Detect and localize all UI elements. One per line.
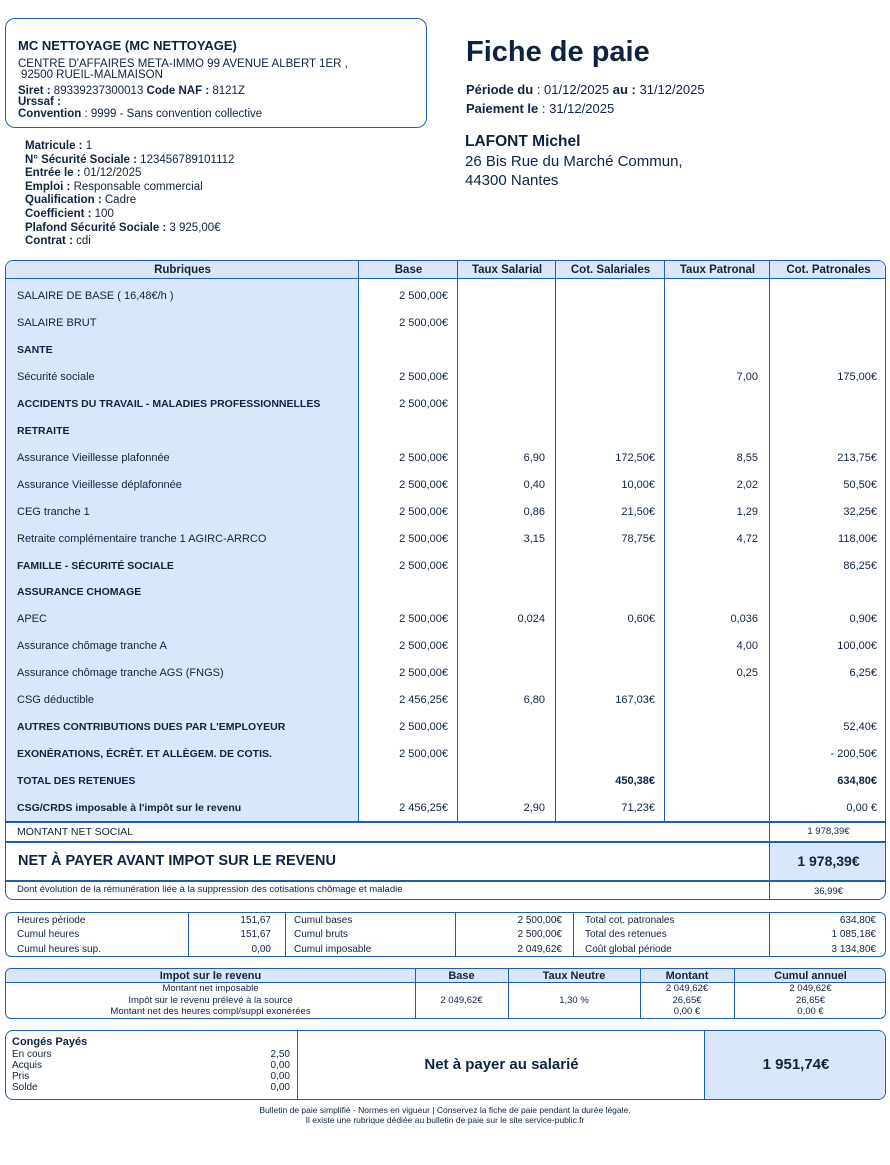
base-value	[359, 579, 448, 606]
impot-label: Montant net des heures compl/suppl exonérées	[110, 1006, 311, 1017]
convention-value: : 9999 - Sans convention collective	[84, 108, 263, 120]
period-to: 31/12/2025	[639, 82, 705, 97]
naf-value: 8121Z	[212, 85, 245, 97]
page-title: Fiche de paie	[466, 36, 650, 68]
cot-patronale-value	[770, 283, 877, 310]
employee-info-label: Contrat :	[25, 235, 73, 248]
conges-value: 2,50	[270, 1049, 290, 1060]
base-value: 2 500,00€	[399, 721, 448, 734]
taux-patronal-value	[665, 768, 758, 795]
table-row	[6, 526, 885, 553]
employer-name: MC NETTOYAGE (MC NETTOYAGE)	[18, 38, 237, 53]
rubrique-label: Assurance chômage tranche A	[17, 640, 167, 653]
table-row	[6, 660, 885, 687]
rubrique-label: Sécurité sociale	[17, 370, 95, 383]
employee-info-label: N° Sécurité Sociale :	[25, 153, 137, 166]
cot-patronale-value	[770, 579, 877, 606]
cot-patronale-value	[770, 310, 877, 337]
table-row	[6, 418, 885, 445]
table-row	[6, 391, 885, 418]
employee-info-line	[25, 208, 234, 222]
base-value: 2 500,00€	[399, 451, 448, 464]
net-salarie-box	[5, 1030, 886, 1100]
employee-info-label: Qualification :	[25, 194, 102, 207]
taux-salarial-value	[458, 283, 545, 310]
base-value: 2 500,00€	[399, 667, 448, 680]
net-salarie-label: Net à payer au salarié	[424, 1056, 579, 1073]
base-value: 2 456,25€	[399, 694, 448, 707]
employee-info	[25, 140, 234, 249]
impot-header-label: Impot sur le revenu	[159, 970, 262, 982]
cot-salariale-value	[556, 660, 655, 687]
base-value: 2 500,00€	[399, 290, 448, 302]
employee-info-value: Cadre	[101, 194, 137, 207]
rubrique-label: EXONÉRATIONS, ÉCRÊT. ET ALLÈGEM. DE COTIS.	[17, 748, 272, 761]
cot-salariale-value: 21,50€	[621, 505, 655, 518]
taux-patronal-value: 7,00	[736, 370, 758, 383]
conges-value: 0,00	[270, 1060, 290, 1071]
impot-row	[6, 983, 885, 995]
impot-taux: 1,30 %	[559, 994, 589, 1006]
taux-patronal-value: 2,02	[736, 478, 758, 491]
conges-label: Pris	[12, 1071, 30, 1082]
rubrique-label: CEG tranche 1	[17, 505, 90, 518]
taux-salarial-value: 6,80	[523, 694, 545, 707]
cumuls-row	[6, 914, 885, 929]
cumul-value: 2 500,00€	[517, 929, 562, 940]
table-row	[6, 310, 885, 337]
cot-patronale-value	[770, 391, 877, 418]
taux-salarial-value: 0,86	[523, 505, 545, 518]
impot-cumul: 26,65€	[795, 994, 826, 1006]
cumul-label: Cumul heures	[17, 929, 80, 940]
period-block	[466, 80, 705, 118]
taux-patronal-value	[665, 741, 758, 768]
base-value: 2 500,00€	[399, 532, 448, 545]
evolution-value: 36,99€	[813, 886, 844, 897]
net-avant-impot-label: NET À PAYER AVANT IMPOT SUR LE REVENU	[18, 853, 336, 869]
employee-info-value: 3 925,00€	[166, 221, 221, 234]
taux-salarial-value: 0,40	[523, 478, 545, 491]
taux-patronal-value: 0,25	[736, 667, 758, 680]
cot-salariale-value: 71,23€	[621, 802, 655, 815]
employer-box	[5, 18, 427, 128]
taux-salarial-value	[458, 741, 545, 768]
cumul-value: 2 500,00€	[517, 914, 562, 926]
cot-patronale-value: 0,00 €	[846, 802, 877, 815]
table-row	[6, 795, 885, 822]
impot-header-cumul: Cumul annuel	[774, 970, 847, 982]
employee-name: LAFONT Michel	[465, 133, 581, 150]
net-social-value: 1 978,39€	[807, 826, 850, 837]
cot-salariale-value	[556, 283, 655, 310]
cot-patronale-value: 100,00€	[837, 640, 877, 653]
payslip-table	[5, 260, 886, 900]
employee-info-label: Matricule :	[25, 140, 83, 152]
rubrique-label: TOTAL DES RETENUES	[17, 775, 136, 788]
employee-info-line	[25, 154, 234, 168]
taux-salarial-value	[458, 364, 545, 391]
taux-salarial-value	[458, 768, 545, 795]
cot-patronale-value: - 200,50€	[830, 748, 877, 761]
conges-row	[12, 1060, 290, 1071]
taux-salarial-value	[458, 633, 545, 660]
net-avant-impot-row	[6, 843, 885, 880]
employee-info-label: Emploi :	[25, 180, 71, 193]
employer-convention-line	[18, 108, 414, 120]
table-row	[6, 499, 885, 526]
footer-line2: Il existe une rubrique dédiée au bulletin de paie sur le site service-public.fr	[305, 1114, 585, 1125]
taux-patronal-value	[665, 579, 758, 606]
taux-patronal-value: 4,72	[736, 532, 758, 545]
impot-base: 2 049,62€	[440, 994, 483, 1006]
cot-salariale-value: 0,60€	[627, 613, 655, 626]
cot-salariale-value	[556, 337, 655, 364]
cumuls-row	[6, 943, 885, 958]
taux-patronal-value	[665, 391, 758, 418]
cot-patronale-value: 118,00€	[838, 532, 877, 545]
cumuls-row	[6, 928, 885, 943]
table-row	[6, 364, 885, 391]
taux-patronal-value	[665, 283, 758, 310]
taux-salarial-value	[458, 660, 545, 687]
cot-patronale-value	[770, 418, 877, 445]
cumul-label: Cumul imposable	[294, 943, 372, 955]
employee-address-line2: 44300 Nantes	[465, 172, 559, 189]
table-row	[6, 337, 885, 364]
taux-patronal-value	[665, 553, 758, 580]
rubrique-label: CSG déductible	[17, 694, 95, 707]
cumul-label: Coût global période	[585, 943, 672, 955]
employee-info-value: 100	[91, 207, 114, 220]
cumul-label: Cumul heures sup.	[17, 943, 101, 955]
convention-label: Convention	[18, 108, 82, 120]
conges-label: En cours	[12, 1049, 52, 1060]
base-value: 2 500,00€	[399, 316, 448, 329]
cot-salariale-value: 78,75€	[621, 532, 655, 545]
impot-header-montant: Montant	[665, 970, 709, 982]
period-line	[466, 80, 705, 99]
header-taux-salarial: Taux Salarial	[471, 264, 543, 276]
table-row	[6, 472, 885, 499]
base-value: 2 500,00€	[399, 370, 448, 383]
table-row	[6, 741, 885, 768]
cot-salariale-value: 450,38€	[615, 775, 655, 788]
taux-salarial-value	[458, 714, 545, 741]
rubrique-label: Retraite complémentaire tranche 1 AGIRC-ARRCO	[17, 532, 267, 545]
header-cot-patronales: Cot. Patronales	[786, 264, 871, 276]
table-row	[6, 768, 885, 795]
evolution-label: Dont évolution de la rémunération liée à la suppression des cotisations chômage et maladie	[17, 884, 403, 895]
employee-info-label: Plafond Sécurité Sociale :	[25, 221, 167, 234]
rubrique-label: APEC	[17, 613, 47, 626]
conges-row	[12, 1049, 290, 1060]
rubrique-label: AUTRES CONTRIBUTIONS DUES PAR L'EMPLOYEUR	[17, 721, 286, 734]
rubrique-label: RETRAITE	[17, 424, 70, 437]
rubrique-label: Assurance Vieillesse plafonnée	[17, 451, 170, 464]
base-value	[359, 418, 448, 445]
taux-salarial-value	[458, 553, 545, 580]
cumul-label: Heures période	[17, 914, 86, 926]
conges-label: Acquis	[12, 1060, 43, 1071]
table-header	[6, 261, 885, 279]
cumul-label: Total des retenues	[585, 929, 667, 940]
cot-salariale-value	[556, 579, 655, 606]
taux-patronal-value	[665, 714, 758, 741]
rubrique-label: FAMILLE - SÉCURITÉ SOCIALE	[17, 559, 174, 572]
cumul-value: 3 134,80€	[831, 943, 876, 955]
employee-info-value: 01/12/2025	[80, 167, 142, 180]
cumul-value: 634,80€	[839, 914, 876, 926]
employee-address-line1: 26 Bis Rue du Marché Commun,	[465, 153, 683, 170]
taux-salarial-value	[458, 418, 545, 445]
cot-salariale-value	[556, 364, 655, 391]
cumul-value: 1 085,18€	[831, 929, 876, 940]
taux-salarial-value	[458, 391, 545, 418]
employee-info-value: cdi	[72, 235, 91, 248]
taux-patronal-value	[665, 310, 758, 337]
cot-patronale-value: 634,80€	[837, 775, 877, 788]
header-cot-salariales: Cot. Salariales	[570, 264, 651, 276]
impot-row	[6, 995, 885, 1007]
rubrique-label: SALAIRE BRUT	[17, 316, 97, 329]
taux-patronal-value: 8,55	[736, 451, 758, 464]
conges-value: 0,00	[270, 1071, 290, 1082]
cot-patronale-value: 0,90€	[849, 613, 877, 626]
cot-salariale-value	[556, 418, 655, 445]
conges-label: Solde	[12, 1082, 38, 1093]
cot-patronale-value	[770, 337, 877, 364]
conges-row	[12, 1082, 290, 1093]
table-row	[6, 579, 885, 606]
cot-salariale-value: 172,50€	[615, 451, 655, 464]
employee-info-value: 1	[82, 140, 93, 152]
cot-salariale-value	[556, 553, 655, 580]
table-row	[6, 633, 885, 660]
rubrique-label: Assurance Vieillesse déplafonnée	[17, 478, 182, 491]
conges-row	[12, 1071, 290, 1082]
taux-patronal-value	[665, 687, 758, 714]
taux-salarial-value	[458, 310, 545, 337]
siret-value: 89339237300013	[53, 85, 144, 97]
cot-salariale-value: 10,00€	[621, 478, 655, 491]
employee-info-line	[25, 181, 234, 195]
cumul-value: 0,00	[251, 943, 271, 955]
rubrique-label: Assurance chômage tranche AGS (FNGS)	[17, 667, 224, 680]
base-value: 2 456,25€	[399, 802, 448, 815]
taux-salarial-value: 2,90	[523, 802, 545, 815]
taux-salarial-value	[458, 337, 545, 364]
rubrique-label: ASSURANCE CHOMAGE	[17, 586, 142, 599]
base-value: 2 500,00€	[399, 613, 448, 626]
cot-salariale-value: 167,03€	[615, 694, 655, 707]
footer-line1: Bulletin de paie simplifié - Normes en vigueur | Conservez la fiche de paie pendant la durée légale.	[259, 1105, 631, 1115]
header-base: Base	[394, 264, 423, 276]
cumul-value: 151,67	[240, 914, 271, 926]
impot-label: Montant net imposable	[162, 983, 259, 994]
payment-label: Paiement le	[466, 101, 539, 116]
taux-salarial-value: 3,15	[523, 532, 545, 545]
conges-title: Congés Payés	[12, 1036, 88, 1048]
impot-table	[5, 968, 886, 1019]
base-value: 2 500,00€	[399, 640, 448, 653]
employer-address-line2: 92500 RUEIL-MALMAISON	[21, 69, 163, 81]
net-social-label: MONTANT NET SOCIAL	[17, 826, 134, 838]
net-social-row	[6, 822, 885, 842]
taux-patronal-value	[665, 418, 758, 445]
impot-header-base: Base	[448, 970, 475, 982]
base-value: 2 500,00€	[399, 478, 448, 491]
cumul-value: 2 049,62€	[517, 943, 562, 955]
cot-patronale-value: 6,25€	[849, 667, 877, 680]
base-value	[359, 337, 448, 364]
rubrique-label: ACCIDENTS DU TRAVAIL - MALADIES PROFESSIONNELLES	[17, 397, 321, 410]
evolution-row	[6, 881, 885, 900]
payment-date: : 31/12/2025	[541, 101, 615, 116]
impot-header	[6, 969, 885, 983]
cumul-value: 151,67	[240, 929, 271, 940]
base-value	[359, 768, 448, 795]
impot-montant: 26,65€	[672, 994, 702, 1006]
employee-info-line	[25, 235, 234, 249]
rubrique-label: SALAIRE DE BASE ( 16,48€/h )	[17, 290, 174, 302]
taux-salarial-value	[458, 579, 545, 606]
base-value: 2 500,00€	[399, 748, 448, 761]
employee-info-line	[25, 222, 234, 236]
employee-info-line	[25, 167, 234, 181]
employee-info-value: 123456789101112	[136, 153, 235, 166]
employer-address-line1: CENTRE D'AFFAIRES META-IMMO 99 AVENUE ALBERT 1ER ,	[18, 58, 348, 70]
impot-cumul: 0,00 €	[797, 1006, 824, 1017]
cot-salariale-value	[556, 391, 655, 418]
employee-address	[465, 152, 683, 190]
cot-patronale-value: 32,25€	[843, 505, 877, 518]
cumuls-table	[5, 912, 886, 957]
impot-header-taux: Taux Neutre	[542, 970, 606, 982]
rubrique-label: SANTE	[17, 343, 53, 356]
employee-info-label: Entrée le :	[25, 167, 81, 180]
footer	[0, 1106, 890, 1125]
employer-urssaf-line	[18, 97, 414, 108]
taux-patronal-value: 0,036	[730, 613, 758, 626]
table-row	[6, 687, 885, 714]
employer-siret-line	[18, 85, 414, 97]
naf-label: Code NAF :	[146, 85, 210, 97]
period-au-label: au :	[612, 82, 636, 97]
conges-value: 0,00	[270, 1082, 290, 1093]
siret-label: Siret :	[18, 85, 51, 97]
period-label: Période du	[466, 82, 534, 97]
cot-patronale-value: 50,50€	[843, 478, 877, 491]
cot-patronale-value	[770, 687, 877, 714]
impot-row	[6, 1006, 885, 1018]
cot-salariale-value	[556, 714, 655, 741]
table-row	[6, 714, 885, 741]
table-row	[6, 445, 885, 472]
impot-montant: 2 049,62€	[665, 983, 709, 994]
table-row	[6, 553, 885, 580]
rubrique-label: CSG/CRDS imposable à l'impôt sur le revenu	[17, 802, 242, 815]
employee-info-line	[25, 140, 234, 154]
cot-patronale-value: 52,40€	[843, 721, 877, 734]
cot-patronale-value: 86,25€	[843, 559, 877, 572]
employee-info-value: Responsable commercial	[70, 180, 203, 193]
employee-info-label: Coefficient :	[25, 207, 92, 220]
taux-patronal-value: 4,00	[736, 640, 758, 653]
impot-montant: 0,00 €	[673, 1006, 701, 1017]
cot-salariale-value	[556, 310, 655, 337]
cumul-label: Cumul bases	[294, 914, 353, 926]
table-row	[6, 606, 885, 633]
cot-patronale-value: 175,00€	[837, 370, 877, 383]
base-value: 2 500,00€	[399, 397, 448, 410]
payment-line	[466, 99, 705, 118]
base-value: 2 500,00€	[399, 505, 448, 518]
impot-cumul: 2 049,62€	[789, 983, 832, 994]
employee-info-line	[25, 194, 234, 208]
header-taux-patronal: Taux Patronal	[679, 264, 756, 276]
taux-salarial-value: 6,90	[523, 451, 545, 464]
net-avant-impot-value: 1 978,39€	[770, 843, 886, 880]
period-from: : 01/12/2025	[536, 82, 610, 97]
taux-patronal-value	[665, 795, 758, 822]
taux-patronal-value: 1,29	[736, 505, 758, 518]
cumul-label: Total cot. patronales	[585, 914, 675, 926]
base-value: 2 500,00€	[399, 559, 448, 572]
cot-salariale-value	[556, 633, 655, 660]
taux-patronal-value	[665, 337, 758, 364]
impot-label: Impôt sur le revenu prélevé à la source	[128, 994, 293, 1006]
urssaf-label: Urssaf :	[18, 96, 61, 108]
taux-salarial-value: 0,024	[517, 613, 545, 626]
net-salarie-value: 1 951,74€	[705, 1031, 886, 1099]
cot-patronale-value: 213,75€	[837, 451, 877, 464]
table-row	[6, 283, 885, 310]
cot-salariale-value	[556, 741, 655, 768]
cumul-label: Cumul bruts	[294, 929, 348, 940]
header-rubriques: Rubriques	[154, 264, 211, 276]
